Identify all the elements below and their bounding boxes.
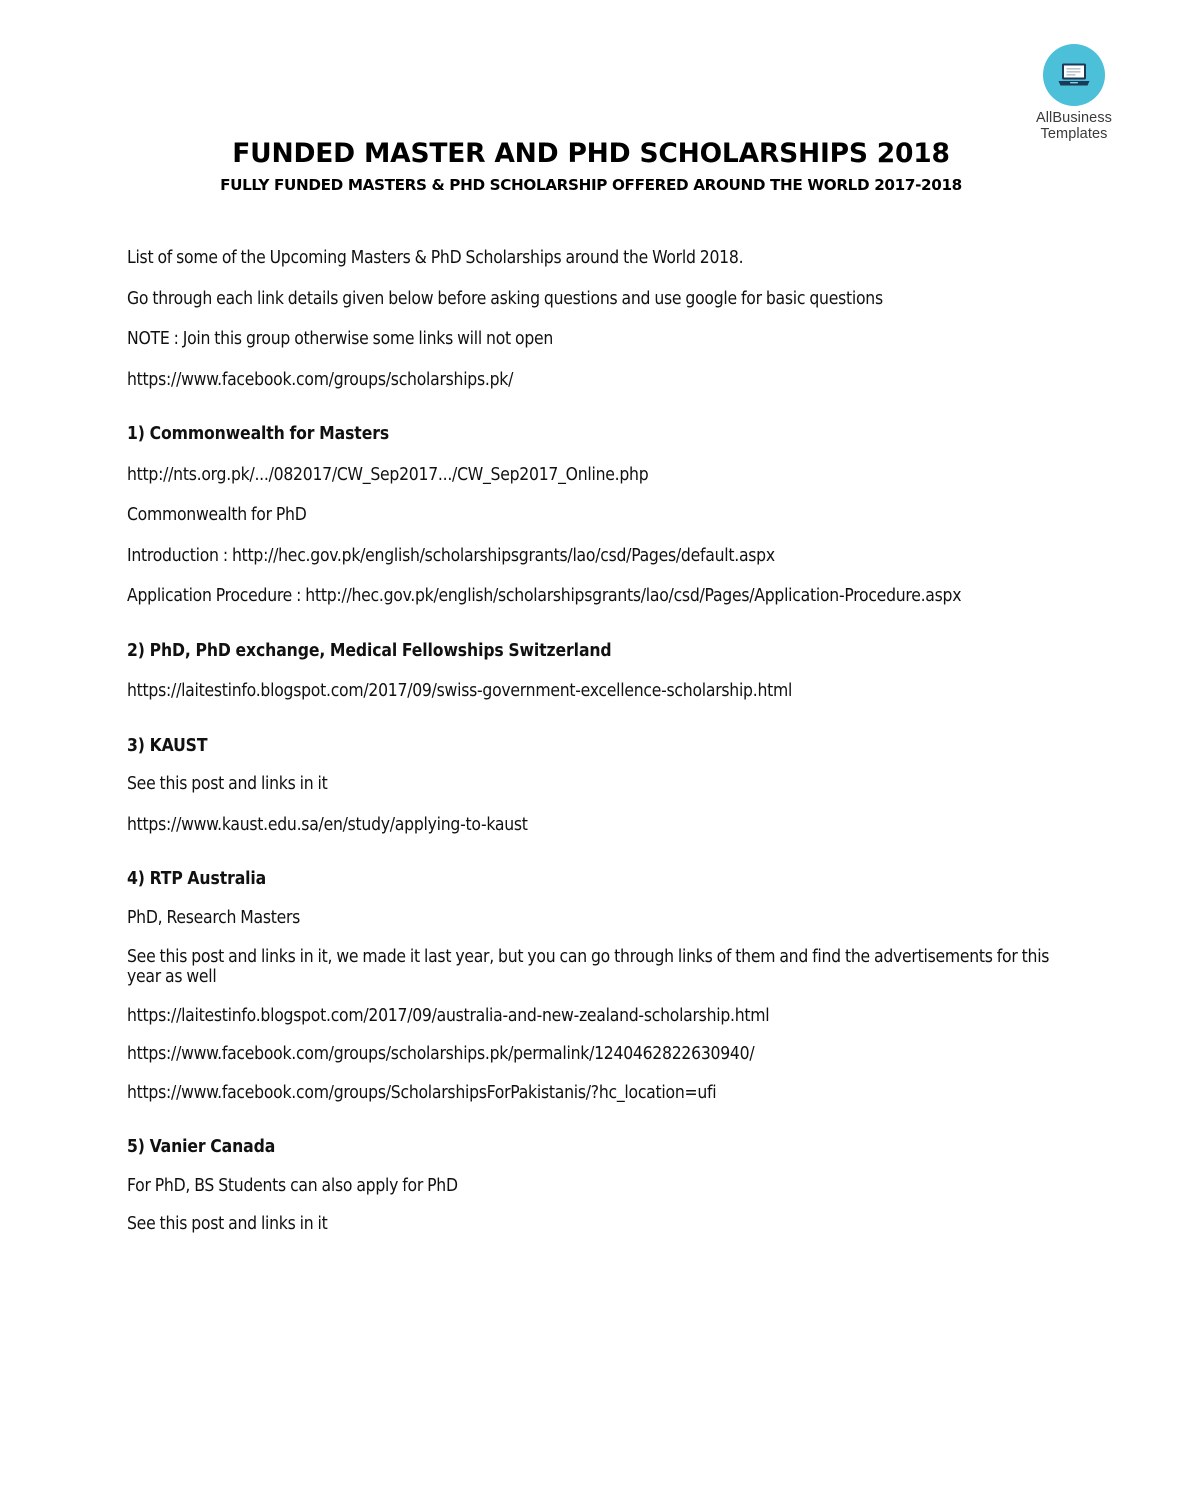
section-1-link-nts[interactable]: http://nts.org.pk/.../082017/CW_Sep2017.../CW_Sep2017_Online.php <box>127 464 649 485</box>
section-heading-5: 5) Vanier Canada <box>127 1137 276 1158</box>
logo-text-line2: Templates <box>1040 125 1108 142</box>
section-heading-1: 1) Commonwealth for Masters <box>127 424 390 445</box>
section-heading-4: 4) RTP Australia <box>127 869 267 890</box>
intro-line-2: Go through each link details given below before asking questions and use google for basic questions <box>127 288 883 309</box>
section-1-subheading-phd: Commonwealth for PhD <box>127 505 307 526</box>
logo-text-line1: AllBusiness <box>1035 110 1113 126</box>
section-5-note-1: For PhD, BS Students can also apply for PhD <box>127 1175 458 1196</box>
allbusiness-templates-logo <box>1014 44 1134 142</box>
page-title: FUNDED MASTER AND PHD SCHOLARSHIPS 2018 <box>232 138 950 169</box>
section-3-link-kaust[interactable]: https://www.kaust.edu.sa/en/study/applying-to-kaust <box>127 814 528 835</box>
laptop-icon <box>1043 44 1105 106</box>
intro-facebook-group-link[interactable]: https://www.facebook.com/groups/scholarships.pk/ <box>127 369 514 390</box>
section-5-note-2: See this post and links in it <box>127 1214 328 1235</box>
section-heading-3: 3) KAUST <box>127 735 208 756</box>
intro-line-1: List of some of the Upcoming Masters & PhD Scholarships around the World 2018. <box>127 248 744 268</box>
document-body <box>127 248 1065 1255</box>
section-4-note: See this post and links in it, we made it last year, but you can go through links of them and find the advertisements for this year as well <box>127 946 1050 988</box>
section-heading-2: 2) PhD, PhD exchange, Medical Fellowships Switzerland <box>127 640 612 661</box>
section-4-link-australia-nz[interactable]: https://laitestinfo.blogspot.com/2017/09/australia-and-new-zealand-scholarship.html <box>127 1005 770 1026</box>
section-3-note: See this post and links in it <box>127 774 328 795</box>
section-1-link-application-procedure[interactable]: Application Procedure : http://hec.gov.pk/english/scholarshipsgrants/lao/csd/Pages/Application-Procedure.aspx <box>127 586 962 607</box>
page-subtitle: FULLY FUNDED MASTERS & PHD SCHOLARSHIP OFFERED AROUND THE WORLD 2017-2018 <box>220 176 962 194</box>
intro-line-3: NOTE : Join this group otherwise some links will not open <box>127 329 554 350</box>
section-4-subheading: PhD, Research Masters <box>127 907 301 928</box>
section-1-link-introduction[interactable]: Introduction : http://hec.gov.pk/english/scholarshipsgrants/lao/csd/Pages/default.aspx <box>127 545 775 566</box>
section-4-link-facebook-group-pakistanis[interactable]: https://www.facebook.com/groups/ScholarshipsForPakistanis/?hc_location=ufi <box>127 1082 717 1103</box>
section-2-link-swiss[interactable]: https://laitestinfo.blogspot.com/2017/09/swiss-government-excellence-scholarship.html <box>127 681 793 702</box>
section-4-link-facebook-permalink[interactable]: https://www.facebook.com/groups/scholarships.pk/permalink/1240462822630940/ <box>127 1044 755 1065</box>
